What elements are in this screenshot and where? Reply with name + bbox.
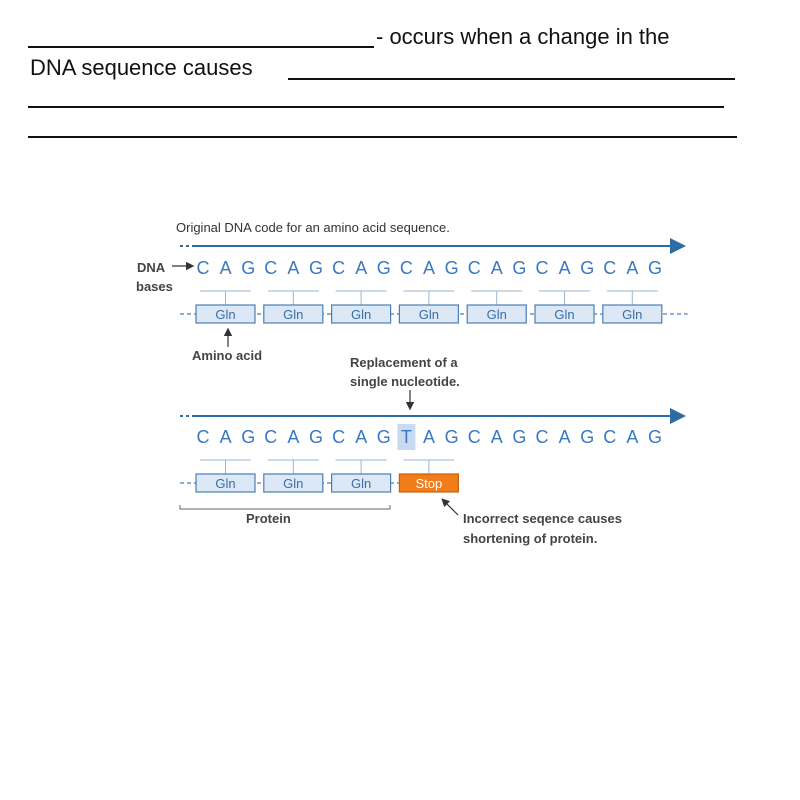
mutated-base: A <box>558 427 571 447</box>
original-base: G <box>580 258 595 278</box>
amino-acid-label: Amino acid <box>192 348 263 363</box>
original-base: C <box>332 258 346 278</box>
original-base: C <box>196 258 210 278</box>
original-base: A <box>219 258 232 278</box>
mutated-base: G <box>444 427 459 447</box>
mutated-base: C <box>603 427 617 447</box>
original-base: A <box>287 258 300 278</box>
mutated-codon-label: Gln <box>215 476 236 491</box>
mutated-base: A <box>626 427 639 447</box>
mutated-base: G <box>512 427 527 447</box>
original-codon-label: Gln <box>283 307 304 322</box>
original-base: G <box>512 258 527 278</box>
original-base: A <box>355 258 368 278</box>
replacement-label-line1: Replacement of a <box>350 355 458 370</box>
replacement-label-line2: single nucleotide. <box>350 374 460 389</box>
mutated-base: C <box>196 427 210 447</box>
mutated-base: C <box>332 427 346 447</box>
original-base: G <box>647 258 663 278</box>
diagram-title: Original DNA code for an amino acid sequence. <box>176 220 450 235</box>
protein-label: Protein <box>246 511 291 526</box>
bases-label: bases <box>136 279 173 294</box>
mutated-codon-label: Gln <box>283 476 304 491</box>
original-codon-label: Gln <box>350 307 372 322</box>
mutated-base: C <box>264 427 278 447</box>
incorrect-label-line1: Incorrect seqence causes <box>463 511 622 526</box>
mutated-base: G <box>647 427 663 447</box>
original-base: A <box>626 258 639 278</box>
original-base: A <box>490 258 503 278</box>
mutated-base: A <box>219 427 232 447</box>
original-codon-label: Gln <box>418 307 440 322</box>
original-codon-label: Gln <box>554 307 575 322</box>
mutated-base: C <box>535 427 549 447</box>
mutated-base: A <box>422 427 436 447</box>
mutated-base: G <box>580 427 595 447</box>
stop-codon-label: Stop <box>415 476 443 491</box>
mutated-base: A <box>355 427 368 447</box>
incorrect-pointer-arrow <box>443 500 458 515</box>
original-base: G <box>308 258 324 278</box>
protein-bracket <box>180 505 390 509</box>
original-base: C <box>535 258 549 278</box>
mutated-base: G <box>241 427 256 447</box>
mutated-base: G <box>308 427 324 447</box>
original-base: G <box>241 258 256 278</box>
incorrect-label-line2: shortening of protein. <box>463 531 598 546</box>
mutated-base: A <box>287 427 300 447</box>
mutated-base: A <box>490 427 503 447</box>
original-base: C <box>264 258 278 278</box>
dna-label: DNA <box>137 260 166 275</box>
mutated-base: C <box>467 427 481 447</box>
mutated-codon-label: Gln <box>350 476 372 491</box>
original-base: C <box>467 258 481 278</box>
sentence-line-1: - occurs when a change in the <box>376 24 670 49</box>
mutated-base: T <box>400 427 412 447</box>
original-base: A <box>422 258 436 278</box>
mutated-base: G <box>376 427 391 447</box>
original-codon-label: Gln <box>215 307 236 322</box>
original-base: C <box>603 258 617 278</box>
original-base: A <box>558 258 571 278</box>
original-base: G <box>376 258 391 278</box>
original-base: C <box>399 258 413 278</box>
sentence-line-2: DNA sequence causes <box>30 55 253 80</box>
original-codon-label: Gln <box>622 307 643 322</box>
original-base: G <box>444 258 459 278</box>
original-codon-label: Gln <box>486 307 507 322</box>
